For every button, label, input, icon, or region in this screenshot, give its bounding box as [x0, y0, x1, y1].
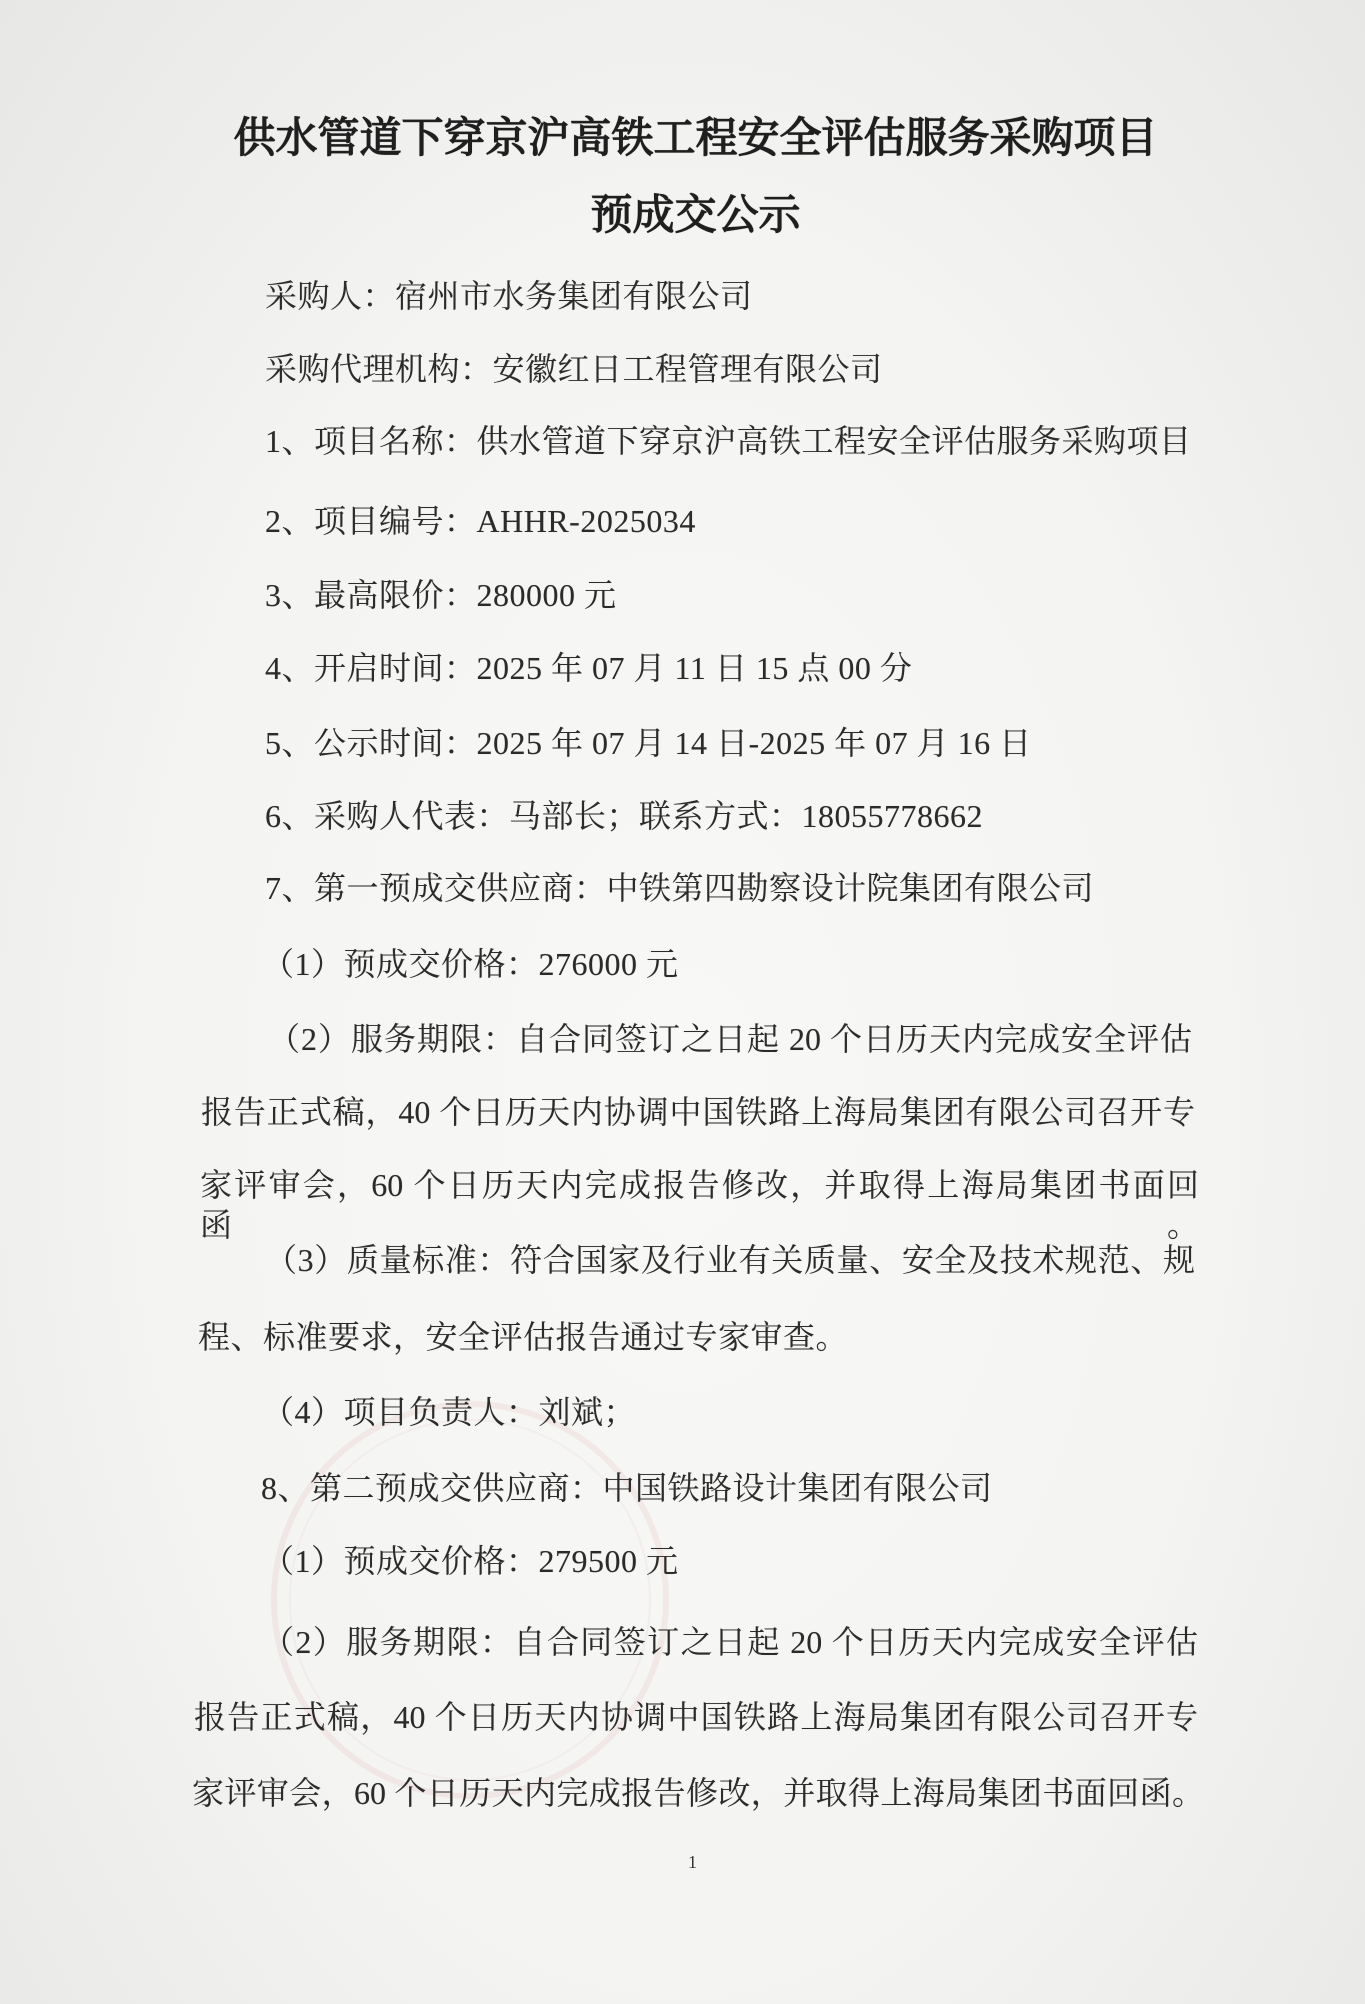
first-supplier-service-period-line-3: 家评审会，60 个日历天内完成报告修改，并取得上海局集团书面回函。 [200, 1167, 1199, 1243]
second-supplier-service-period-line-3: 家评审会，60 个日历天内完成报告修改，并取得上海局集团书面回函。 [192, 1775, 1204, 1811]
first-supplier-heading: 7、第一预成交供应商：中铁第四勘察设计院集团有限公司 [265, 870, 1095, 906]
project-name-line: 1、项目名称：供水管道下穿京沪高铁工程安全评估服务采购项目 [265, 423, 1191, 459]
first-supplier-quality-line-1: （3）质量标准：符合国家及行业有关质量、安全及技术规范、规 [265, 1242, 1195, 1278]
representative-line: 6、采购人代表：马部长；联系方式：18055778662 [265, 798, 984, 834]
document-subtitle: 预成交公示 [590, 193, 801, 239]
first-supplier-price: （1）预成交价格：276000 元 [262, 946, 679, 982]
max-price-line: 3、最高限价：280000 元 [265, 577, 617, 613]
document-title: 供水管道下穿京沪高铁工程安全评估服务采购项目 [233, 116, 1158, 162]
project-number-line: 2、项目编号：AHHR-2025034 [265, 503, 696, 539]
second-supplier-price: （1）预成交价格：279500 元 [262, 1543, 679, 1579]
opening-time-line: 4、开启时间：2025 年 07 月 11 日 15 点 00 分 [265, 650, 913, 686]
second-supplier-service-period-line-2: 报告正式稿，40 个日历天内协调中国铁路上海局集团有限公司召开专 [194, 1699, 1198, 1735]
second-supplier-service-period-line-1: （2）服务期限：自合同签订之日起 20 个日历天内完成安全评估 [262, 1624, 1198, 1660]
first-supplier-project-manager: （4）项目负责人：刘斌； [262, 1394, 637, 1430]
first-supplier-service-period-line-1: （2）服务期限：自合同签订之日起 20 个日历天内完成安全评估 [268, 1021, 1192, 1057]
first-supplier-service-period-line-2: 报告正式稿，40 个日历天内协调中国铁路上海局集团有限公司召开专 [201, 1094, 1195, 1130]
publicity-period-line: 5、公示时间：2025 年 07 月 14 日-2025 年 07 月 16 日 [265, 725, 1032, 761]
second-supplier-heading: 8、第二预成交供应商：中国铁路设计集团有限公司 [261, 1470, 993, 1506]
seal-ring [274, 1404, 666, 1796]
purchaser-line: 采购人：宿州市水务集团有限公司 [265, 278, 753, 314]
first-supplier-quality-line-2: 程、标准要求，安全评估报告通过专家审查。 [198, 1319, 849, 1355]
page-number: 1 [688, 1852, 697, 1872]
faint-seal-imprint [250, 1380, 690, 1820]
agency-line: 采购代理机构：安徽红日工程管理有限公司 [265, 351, 883, 387]
